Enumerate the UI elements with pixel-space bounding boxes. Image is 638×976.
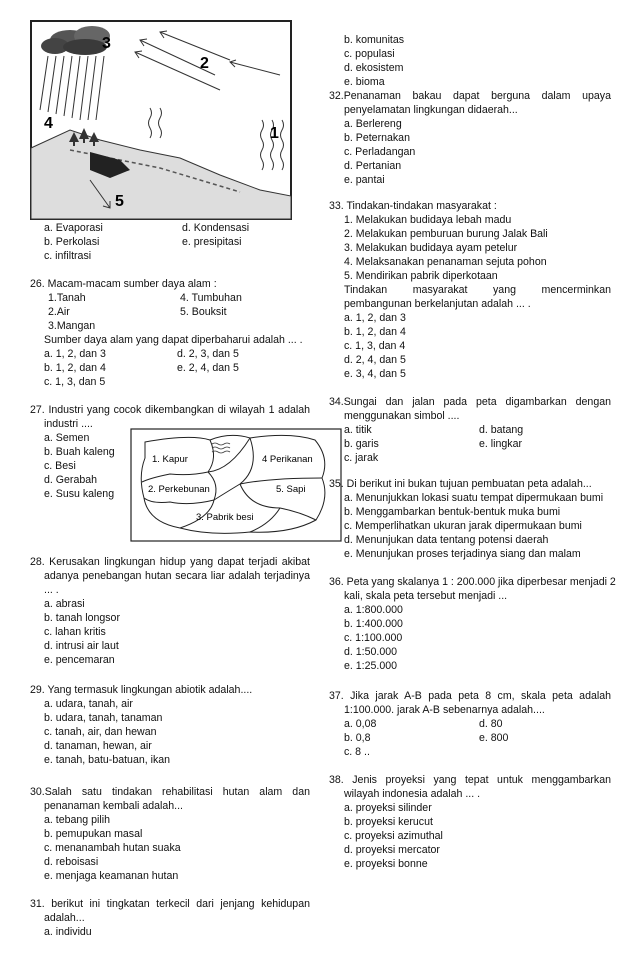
q36-option-c: c. 1:100.000 — [344, 632, 403, 644]
q34-option-e: e. lingkar — [479, 438, 522, 450]
figure-label-1: 1 — [270, 125, 279, 142]
q26-option-a: a. 1, 2, dan 3 — [44, 348, 106, 360]
q31-option-a: a. individu — [44, 926, 92, 938]
q31-stem-line2: adalah... — [44, 912, 85, 924]
map-region-4-label: 4 Perikanan — [262, 454, 313, 465]
q26-item-5: 5. Bouksit — [180, 306, 227, 318]
q26-item-2: 2.Air — [48, 306, 70, 318]
figure-label-5: 5 — [115, 193, 124, 210]
q35-option-d: d. Menunjukan data tentang potensi daerah — [344, 534, 549, 546]
q37-stem-line1: 37. Jika jarak A-B pada peta 8 cm, skala peta adalah — [329, 690, 611, 702]
q27-region-map — [130, 428, 342, 542]
q28-option-d: d. intrusi air laut — [44, 640, 119, 652]
q38-option-d: d. proyeksi mercator — [344, 844, 440, 856]
figure-label-2: 2 — [200, 55, 209, 72]
q26-item-1: 1.Tanah — [48, 292, 86, 304]
q37-option-c: c. 8 .. — [344, 746, 370, 758]
q29-option-b: b. udara, tanah, tanaman — [44, 712, 163, 724]
q30-option-e: e. menjaga keamanan hutan — [44, 870, 179, 882]
q33-item-5: 5. Mendirikan pabrik diperkotaan — [344, 270, 498, 282]
q28-option-e: e. pencemaran — [44, 654, 115, 666]
q30-stem-line1: 30.Salah satu tindakan rehabilitasi hutan alam dan — [30, 786, 310, 798]
q36-option-a: a. 1:800.000 — [344, 604, 403, 616]
q31-stem-line1: 31. berikut ini tingkatan terkecil dari jenjang kehidupan — [30, 898, 310, 910]
q37-option-a: a. 0,08 — [344, 718, 377, 730]
q34-option-b: b. garis — [344, 438, 379, 450]
water-cycle-figure — [30, 20, 292, 220]
q26-item-3: 3.Mangan — [48, 320, 96, 332]
q26-option-d: d. 2, 3, dan 5 — [177, 348, 239, 360]
q31-option-b: b. komunitas — [344, 34, 405, 46]
q28-stem-line3: ... . — [44, 584, 59, 596]
figure-label-3: 3 — [102, 35, 111, 52]
q26-stem: 26. Macam-macam sumber daya alam : — [30, 278, 217, 290]
q38-option-b: b. proyeksi kerucut — [344, 816, 433, 828]
q32-stem-line2: penyelamatan lingkungan didaerah... — [344, 104, 518, 116]
q30-option-b: b. pemupukan masal — [44, 828, 143, 840]
q33-item-4: 4. Melaksanakan penanaman sejuta pohon — [344, 256, 547, 268]
q28-option-a: a. abrasi — [44, 598, 85, 610]
q33-question-line1: Tindakan masyarakat yang mencerminkan — [344, 284, 611, 296]
q30-option-d: d. reboisasi — [44, 856, 99, 868]
q27-option-c: c. Besi — [44, 460, 76, 472]
q35-option-e: e. Menunjukan proses terjadinya siang dan malam — [344, 548, 581, 560]
q32-option-c: c. Perladangan — [344, 146, 416, 158]
q26-item-4: 4. Tumbuhan — [180, 292, 242, 304]
q36-option-b: b. 1:400.000 — [344, 618, 403, 630]
q33-item-3: 3. Melakukan budidaya ayam petelur — [344, 242, 518, 254]
q36-option-d: d. 1:50.000 — [344, 646, 398, 658]
q38-option-e: e. proyeksi bonne — [344, 858, 428, 870]
q33-option-e: e. 3, 4, dan 5 — [344, 368, 406, 380]
q27-stem-line2: industri .... — [44, 418, 93, 430]
q34-stem-line2: menggunakan simbol .... — [344, 410, 460, 422]
q31-option-e: e. bioma — [344, 76, 385, 88]
q34-option-c: c. jarak — [344, 452, 379, 464]
q33-option-b: b. 1, 2, dan 4 — [344, 326, 406, 338]
q27-option-e: e. Susu kaleng — [44, 488, 115, 500]
q25-option-c: c. infiltrasi — [44, 250, 92, 262]
q26-option-b: b. 1, 2, dan 4 — [44, 362, 106, 374]
q29-option-d: d. tanaman, hewan, air — [44, 740, 152, 752]
q29-option-e: e. tanah, batu-batuan, ikan — [44, 754, 171, 766]
q25-option-a: a. Evaporasi — [44, 222, 103, 234]
q34-option-a: a. titik — [344, 424, 372, 436]
q38-option-a: a. proyeksi silinder — [344, 802, 432, 814]
q37-option-e: e. 800 — [479, 732, 509, 744]
q38-stem-line2: wilayah indonesia adalah ... . — [344, 788, 481, 800]
q29-option-c: c. tanah, air, dan hewan — [44, 726, 157, 738]
q33-option-d: d. 2, 4, dan 5 — [344, 354, 406, 366]
q26-option-e: e. 2, 4, dan 5 — [177, 362, 239, 374]
figure-label-4: 4 — [44, 115, 53, 132]
q27-option-d: d. Gerabah — [44, 474, 98, 486]
q36-option-e: e. 1:25.000 — [344, 660, 398, 672]
q31-option-d: d. ekosistem — [344, 62, 404, 74]
q28-stem-line1: 28. Kerusakan lingkungan hidup yang dapat terjadi akibat — [30, 556, 310, 568]
map-region-1-label: 1. Kapur — [152, 454, 188, 465]
q27-option-a: a. Semen — [44, 432, 90, 444]
q37-option-b: b. 0,8 — [344, 732, 371, 744]
q30-option-a: a. tebang pilih — [44, 814, 110, 826]
q33-option-c: c. 1, 3, dan 4 — [344, 340, 406, 352]
q33-option-a: a. 1, 2, dan 3 — [344, 312, 406, 324]
q25-option-e: e. presipitasi — [182, 236, 242, 248]
q28-stem-line2: adanya penebangan hutan secara liar adalah terjadinya — [44, 570, 310, 582]
q35-option-b: b. Menggambarkan bentuk-bentuk muka bumi — [344, 506, 561, 518]
q35-option-c: c. Memperlihatkan ukuran jarak dipermukaan bumi — [344, 520, 582, 532]
q34-option-d: d. batang — [479, 424, 524, 436]
q25-option-d: d. Kondensasi — [182, 222, 250, 234]
q25-option-b: b. Perkolasi — [44, 236, 100, 248]
q27-stem-line1: 27. Industri yang cocok dikembangkan di wilayah 1 adalah — [30, 404, 310, 416]
q34-stem-line1: 34.Sungai dan jalan pada peta digambarkan dengan — [329, 396, 611, 408]
map-region-3-label: 3. Pabrik besi — [196, 512, 254, 523]
q30-option-c: c. menanambah hutan suaka — [44, 842, 181, 854]
q31-option-c: c. populasi — [344, 48, 395, 60]
q32-option-b: b. Peternakan — [344, 132, 410, 144]
q27-option-b: b. Buah kaleng — [44, 446, 115, 458]
q37-stem-line2: 1:100.000. jarak A-B sebenarnya adalah.... — [344, 704, 545, 716]
q26-option-c: c. 1, 3, dan 5 — [44, 376, 106, 388]
q28-option-b: b. tanah longsor — [44, 612, 120, 624]
q29-stem: 29. Yang termasuk lingkungan abiotik adalah.... — [30, 684, 253, 696]
q35-option-a: a. Menunjukkan lokasi suatu tempat dipermukaan bumi — [344, 492, 604, 504]
q36-stem-line2: kali, skala peta tersebut menjadi ... — [344, 590, 508, 602]
q32-option-a: a. Berlereng — [344, 118, 402, 130]
q30-stem-line2: penanaman kembali adalah... — [44, 800, 183, 812]
map-region-5-label: 5. Sapi — [276, 484, 306, 495]
q33-item-1: 1. Melakukan budidaya lebah madu — [344, 214, 512, 226]
q32-option-e: e. pantai — [344, 174, 385, 186]
q28-option-c: c. lahan kritis — [44, 626, 106, 638]
q26-question: Sumber daya alam yang dapat diperbaharui adalah ... . — [44, 334, 303, 346]
q33-question-line2: pembangunan berkelanjutan adalah ... . — [344, 298, 531, 310]
q32-option-d: d. Pertanian — [344, 160, 402, 172]
q32-stem-line1: 32.Penanaman bakau dapat berguna dalam upaya — [329, 90, 611, 102]
q29-option-a: a. udara, tanah, air — [44, 698, 133, 710]
q37-option-d: d. 80 — [479, 718, 503, 730]
q33-item-2: 2. Melakukan pemburuan burung Jalak Bali — [344, 228, 548, 240]
q35-stem: 35. Di berikut ini bukan tujuan pembuatan peta adalah... — [329, 478, 592, 490]
q36-stem-line1: 36. Peta yang skalanya 1 : 200.000 jika diperbesar menjadi 2 — [329, 576, 616, 588]
q33-stem: 33. Tindakan-tindakan masyarakat : — [329, 200, 497, 212]
q38-option-c: c. proyeksi azimuthal — [344, 830, 443, 842]
q38-stem-line1: 38. Jenis proyeksi yang tepat untuk menggambarkan — [329, 774, 611, 786]
map-region-2-label: 2. Perkebunan — [148, 484, 210, 495]
